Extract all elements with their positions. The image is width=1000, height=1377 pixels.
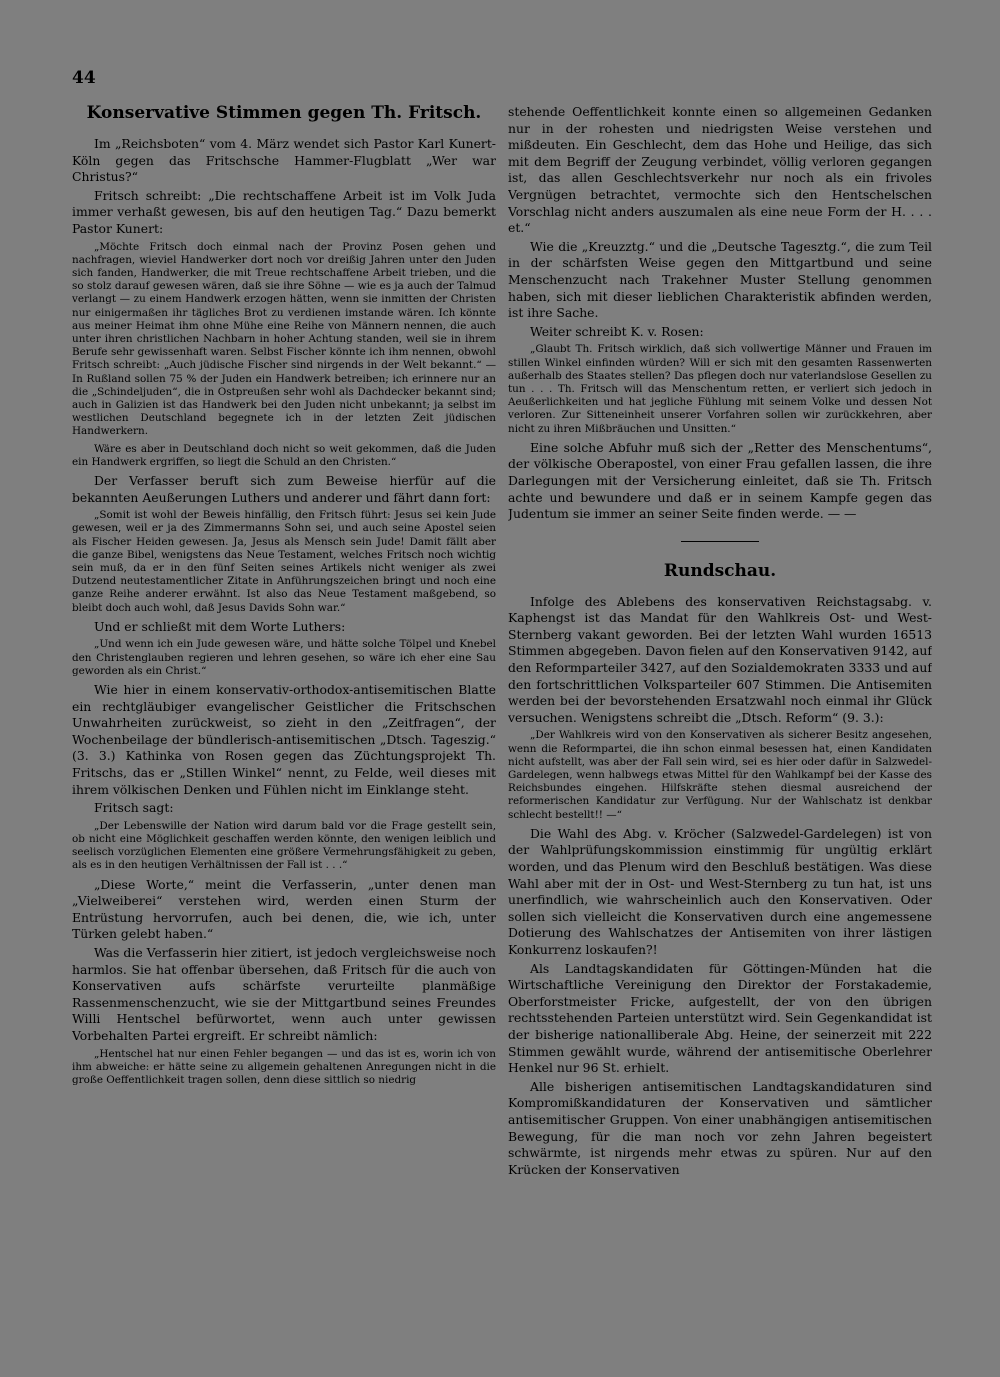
quote-paragraph: Wäre es aber in Deutschland doch nicht so weit gekommen, daß die Juden ein Handwerk ergriffen, so liegt die Schuld an den Christen.“	[72, 442, 496, 468]
paragraph: Wie die „Kreuzztg.“ und die „Deutsche Tagesztg.“, die zum Teil in der schärfsten Weise gegen den Mittgartbund und seine Menschenzucht nach Trakehner Muster Stellung genommen haben, sich mit dieser lieblichen Charakteristik abfinden werden, ist ihre Sache.	[508, 238, 932, 321]
paragraph: Der Verfasser beruft sich zum Beweise hierfür auf die bekannten Aeußerungen Luthers und anderer und fährt dann fort:	[72, 473, 496, 505]
paragraph: Fritsch schreibt: „Die rechtschaffene Arbeit ist im Volk Juda immer verhaßt gewesen, bis auf den heutigen Tag.“ Dazu bemerkt Pastor Kunert:	[72, 187, 496, 236]
paragraph: Was die Verfasserin hier zitiert, ist jedoch vergleichsweise noch harmlos. Sie hat offenbar übersehen, daß Fritsch für die auch von Konservativen aufs schärfste verurteilte planmäßige Rassenmenschenzucht, wie sie der Mittgartbund seines Freundes Willi Hentschel befürwortet, wenn auch unter gewissen Vorbehalten Partei ergreift. Er schreibt nämlich:	[72, 944, 496, 1043]
paragraph: Wie hier in einem konservativ-orthodox-antisemitischen Blatte ein rechtgläubiger evangelischer Geistlicher die Fritschschen Unwahrheiten zurückweist, so zieht in den „Zeitfragen“, der Wochenbeilage der bündlerisch-antisemitischen „Dtsch. Tageszig.“ (3. 3.) Kathinka von Rosen gegen das Züchtungsprojekt Th. Fritschs, das er „Stillen Winkel“ nennt, zu Felde, weil dieses mit ihrem völkischen Denken und Fühlen nicht im Einklange steht.	[72, 682, 496, 797]
quote-paragraph: „Und wenn ich ein Jude gewesen wäre, und hätte solche Tölpel und Knebel den Christenglauben regieren und lehren gesehen, so wäre ich eher eine Sau geworden als ein Christ.“	[72, 638, 496, 677]
quote-paragraph: „Möchte Fritsch doch einmal nach der Provinz Posen gehen und nachfragen, wieviel Handwerker dort noch vor dreißig Jahren unter den Juden sich fanden, Handwerker, die mit Treue rechtschaffene Arbeit trieben, und die so stolz darauf gewesen wären, daß sie ihre Söhne — wie es ja auch der Talmud verlangt — zu einem Handwerk erzogen hätten, wenn sie inmitten der Christen nur einigermaßen ihr tägliches Brot zu verdienen imstande wären. Ich könnte aus meiner Heimat ihm ohne Mühe eine Reihe von Männern nennen, die auch unter ihren christlichen Nachbarn in hoher Achtung standen, weil sie in ihrem Berufe sehr gewissenhaft waren. Selbst Fischer könnte ich ihm nennen, obwohl Fritsch schreibt: „Auch jüdische Fischer sind nirgends in der Welt bekannt.“ — In Rußland sollen 75 % der Juden ein Handwerk betreiben; ich erinnere nur an die „Schindeljuden“, die in Ostpreußen sehr wohl als Dachdecker bekannt sind; auch in Galizien ist das Handwerk bei den Juden nicht unbekannt; ja selbst im westlichen Deutschland begegnete ich in der letzten Zeit jüdischen Handwerkern.	[72, 240, 496, 438]
quote-paragraph: „Somit ist wohl der Beweis hinfällig, den Fritsch führt: Jesus sei kein Jude gewesen, weil er ja des Zimmermanns Sohn sei, und auch seine Apostel seien als Fischer Heiden gewesen. Ja, Jesus als Mensch sein Jude! Damit fällt aber die ganze Bibel, wenigstens das Neue Testament, welches Fritsch noch wichtig sein muß, da er in den fünf Seiten seines Artikels nicht weniger als zwei Dutzend neutestamentlicher Zitate in Anführungszeichen bringt und noch eine ganze Reihe anderer erwähnt. Ist also das Neue Testament maßgebend, so bleibt doch auch wohl, daß Jesus Davids Sohn war.“	[72, 509, 496, 614]
page-number: 44	[72, 68, 96, 88]
quote-paragraph: „Der Wahlkreis wird von den Konservativen als sicherer Besitz angesehen, wenn die Reformpartei, die ihn schon einmal besessen hat, einen Kandidaten nicht aufstellt, was aber der Fall sein wird, sei es hier oder dafür in Salzwedel-Gardelegen, wenn halbwegs etwas Mittel für den Wahlkampf bei der Kasse des Reichsbundes eingehen. Hilfskräfte stehen diesmal ausreichend der reformerischen Kandidatur zur Verfügung. Nur der Wahlschatz ist denkbar schlecht bestellt!! —“	[508, 729, 932, 821]
article-heading: Konservative Stimmen gegen Th. Fritsch.	[86, 103, 482, 123]
paragraph: Alle bisherigen antisemitischen Landtagskandidaturen sind Kompromißkandidaturen der Konservativen und sämtlicher antisemitischer Gruppen. Von einer unabhängigen antisemitischen Bewegung, für die man noch vor zehn Jahren begeistert schwärmte, ist nirgends mehr etwas zu spüren. Nur auf den Krücken der Konservativen	[508, 1078, 932, 1177]
paragraph: Die Wahl des Abg. v. Kröcher (Salzwedel-Gardelegen) ist von der Wahlprüfungskommission einstimmig für ungültig erklärt worden, und das Plenum wird den Beschluß bestätigen. Was diese Wahl aber mit der in Ost- und West-Sternberg zu tun hat, ist uns unerfindlich, wie wahrscheinlich auch den Konservativen. Oder sollen sich vielleicht die Konservativen durch eine angemessene Dotierung des Wahlschatzes der Antisemiten von ihrer lästigen Konkurrenz loskaufen?!	[508, 825, 932, 958]
paragraph: „Diese Worte,“ meint die Verfasserin, „unter denen man „Vielweiberei“ verstehen wird, werden einen Sturm der Entrüstung hervorrufen, auch bei denen, die, wie ich, unter Türken gelebt haben.“	[72, 876, 496, 942]
paragraph: Eine solche Abfuhr muß sich der „Retter des Menschentums“, der völkische Oberapostel, von einer Frau gefallen lassen, die ihre Darlegungen mit der Versicherung einleitet, daß sie Th. Fritsch achte und bewundere und daß er in seinem Kampfe gegen das Judentum sie immer an seiner Seite finden werde. — —	[508, 439, 932, 522]
section-divider	[681, 541, 759, 542]
quote-paragraph: „Der Lebenswille der Nation wird darum bald vor die Frage gestellt sein, ob nicht eine Möglichkeit geschaffen werden könnte, den wenigen leiblich und seelisch vorzüglichen Elementen eine größere Vermehrungsfähigkeit zu geben, als es in den heutigen Verhältnissen der Fall ist . . .“	[72, 819, 496, 872]
paragraph: Weiter schreibt K. v. Rosen:	[530, 323, 704, 339]
paragraph: Infolge des Ablebens des konservativen Reichstagsabg. v. Kaphengst ist das Mandat für den Wahlkreis Ost- und West-Sternberg vakant geworden. Bei der letzten Wahl wurden 16513 Stimmen abgegeben. Davon fielen auf den Konservativen 9142, auf den Reformparteiler 3427, auf den Sozialdemokraten 3333 und auf den fortschrittlichen Volksparteiler 607 Stimmen. Die Antisemiten werden bei der bevorstehenden Ersatzwahl noch einmal ihr Glück versuchen. Wenigstens schreibt die „Dtsch. Reform“ (9. 3.):	[508, 593, 932, 725]
section-heading: Rundschau.	[663, 560, 777, 581]
paragraph: stehende Oeffentlichkeit konnte einen so allgemeinen Gedanken nur in der rohesten und niedrigsten Weise verstehen und mißdeuten. Ein Geschlecht, dem das Hohe und Heilige, das sich mit dem Begriff der Zeugung verbindet, völlig verloren gegangen ist, das allen Geschlechtsverkehr nur noch als ein frivoles Vergnügen betrachtet, vermochte sich den Hentschelschen Vorschlag nicht anders auszumalen als eine neue Form der H. . . . et.“	[508, 104, 932, 236]
paragraph: Und er schließt mit dem Worte Luthers:	[94, 618, 346, 634]
left-column	[72, 98, 496, 1313]
paragraph: Als Landtagskandidaten für Göttingen-Münden hat die Wirtschaftliche Vereinigung den Direktor der Forstakademie, Oberforstmeister Fricke, aufgestellt, der von den übrigen rechtsstehenden Parteien unterstützt wird. Sein Gegenkandidat ist der bisherige nationalliberale Abg. Heine, der seinerzeit mit 222 Stimmen gewählt wurde, während der antisemitische Oberlehrer Henkel nur 96 St. erhielt.	[508, 960, 932, 1076]
paragraph: Fritsch sagt:	[94, 800, 174, 816]
quote-paragraph: „Hentschel hat nur einen Fehler begangen — und das ist es, worin ich von ihm abweiche: er hätte seine zu allgemein gehaltenen Anregungen nicht in die große Oeffentlichkeit tragen sollen, denn diese sittlich so niedrig	[72, 1047, 496, 1086]
quote-paragraph: „Glaubt Th. Fritsch wirklich, daß sich vollwertige Männer und Frauen im stillen Winkel einfinden würden? Will er sich mit den gesamten Rassenwerten außerhalb des Staates stellen? Das pflegen doch nur vaterlandslose Gesellen zu tun . . . Th. Fritsch will das Menschentum retten, er verliert sich jedoch in Aeußerlichkeiten und hat jegliche Fühlung mit seinem Volke und dessen Not verloren. Zur Sitteneinheit unserer Vorfahren sollen wir zurückkehren, aber nicht zu ihren Mißbräuchen und Unsitten.“	[508, 343, 932, 435]
right-column	[508, 104, 932, 1314]
paragraph: Im „Reichsboten“ vom 4. März wendet sich Pastor Karl Kunert-Köln gegen das Fritschsche Hammer-Flugblatt „Wer war Christus?“	[72, 136, 496, 185]
